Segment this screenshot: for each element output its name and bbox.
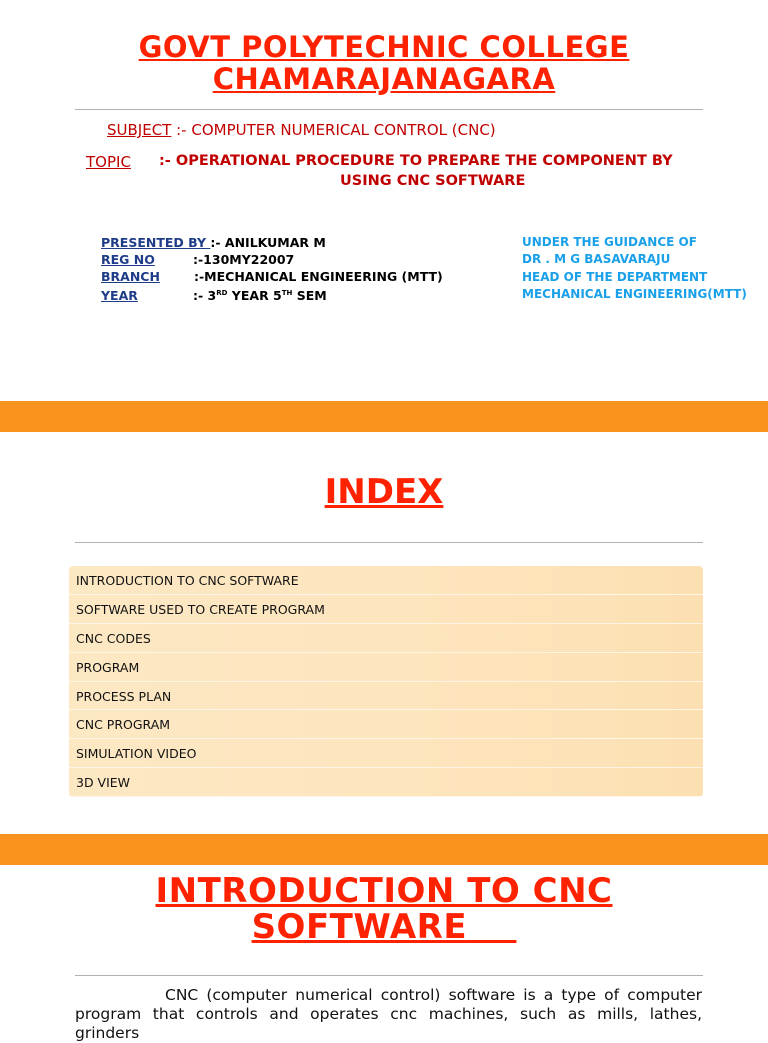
college-title-line1: GOVT POLYTECHNIC COLLEGE	[138, 30, 630, 64]
presented-by-row: PRESENTED BY :- ANILKUMAR M	[101, 235, 326, 250]
subject-value: :- COMPUTER NUMERICAL CONTROL (CNC)	[171, 121, 496, 139]
intro-title-line2: SOFTWARE	[251, 907, 517, 947]
topic-value-line1: :- OPERATIONAL PROCEDURE TO PREPARE THE COMPONENT BY	[159, 153, 673, 169]
guidance-line4: MECHANICAL ENGINEERING(MTT)	[522, 286, 747, 301]
divider	[75, 975, 703, 976]
subject-line	[107, 121, 496, 139]
reg-no-row: REG NO :-130MY22007	[101, 252, 295, 267]
index-item[interactable]: CNC CODES	[69, 624, 703, 653]
divider	[75, 542, 703, 543]
slide-separator	[0, 401, 768, 432]
year-row: YEAR :- 3RD YEAR 5TH SEM	[101, 288, 327, 304]
index-item[interactable]: INTRODUCTION TO CNC SOFTWARE	[69, 566, 703, 595]
topic-label: TOPIC	[86, 153, 131, 171]
guidance-line1: UNDER THE GUIDANCE OF	[522, 235, 697, 249]
index-item[interactable]: PROCESS PLAN	[69, 682, 703, 711]
guidance-line2: DR . M G BASAVARAJU	[522, 252, 671, 267]
index-item[interactable]: CNC PROGRAM	[69, 710, 703, 739]
intro-body: CNC (computer numerical control) software is a type of computer program that controls and operates cnc machines, such as mills, lathes, grinders	[75, 986, 702, 1042]
index-item[interactable]: 3D VIEW	[69, 768, 703, 797]
branch-row: BRANCH :-MECHANICAL ENGINEERING (MTT)	[101, 269, 443, 284]
intro-title-line1: INTRODUCTION TO CNC	[155, 871, 613, 911]
topic-value-line2: USING CNC SOFTWARE	[340, 173, 526, 189]
subject-label: SUBJECT	[107, 121, 172, 139]
presenter-info	[101, 234, 501, 304]
guidance-line3: HEAD OF THE DEPARTMENT	[522, 269, 708, 284]
index-list	[69, 566, 703, 797]
index-item[interactable]: SIMULATION VIDEO	[69, 739, 703, 768]
index-title: INDEX	[324, 472, 444, 512]
slide-separator	[0, 834, 768, 865]
divider	[75, 109, 703, 110]
index-item[interactable]: SOFTWARE USED TO CREATE PROGRAM	[69, 595, 703, 624]
college-title-line2: CHAMARAJANAGARA	[212, 62, 556, 96]
guidance-block	[522, 234, 747, 303]
index-item[interactable]: PROGRAM	[69, 653, 703, 682]
